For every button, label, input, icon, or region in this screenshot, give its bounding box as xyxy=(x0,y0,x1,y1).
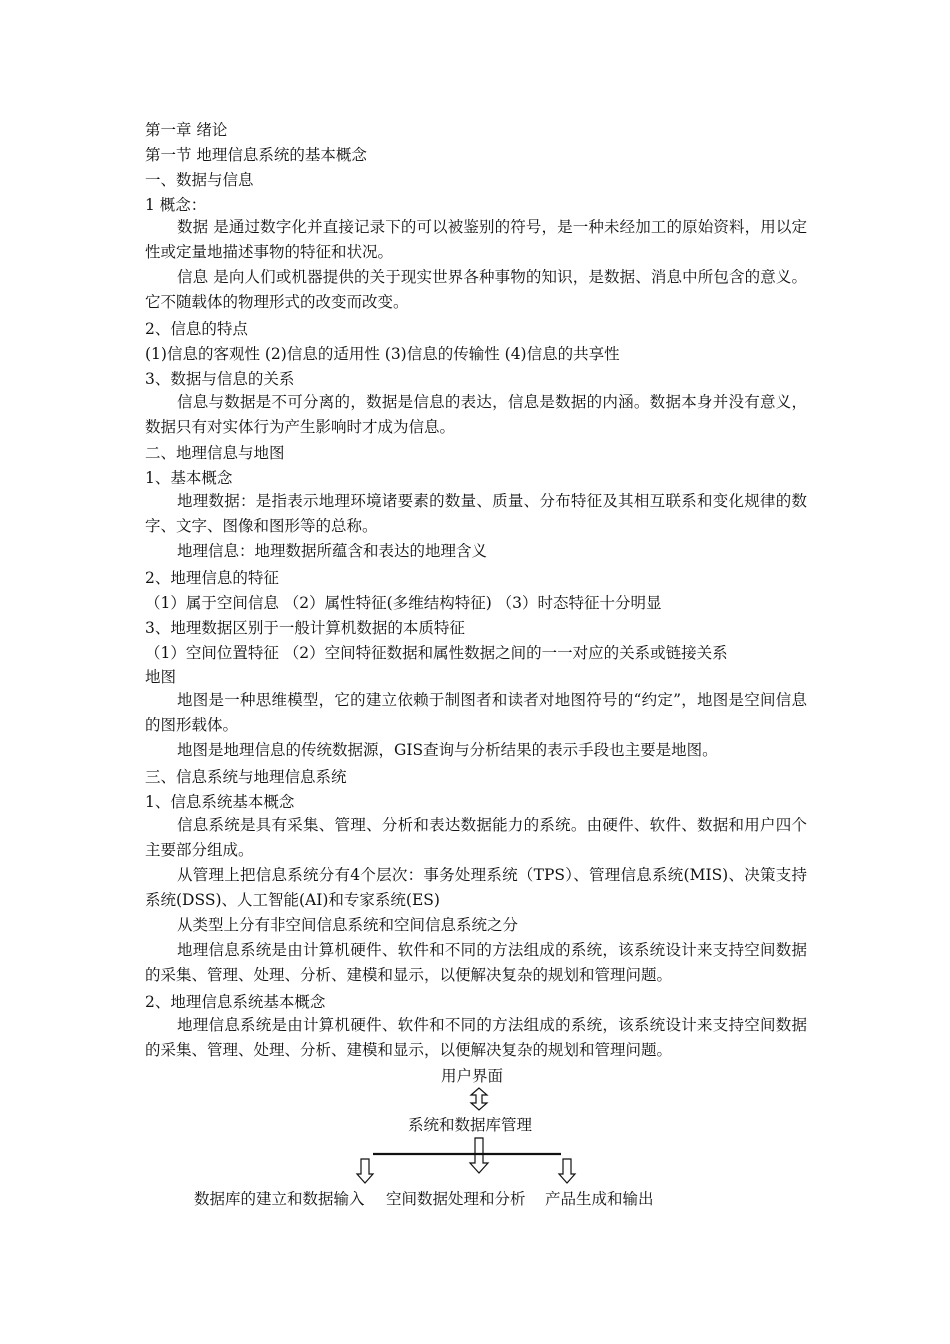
diagram-node-db-input: 数据库的建立和数据输入 xyxy=(194,1190,365,1208)
subheading-basic-concept: 1、基本概念 xyxy=(145,469,233,487)
diagram-node-user-interface: 用户界面 xyxy=(441,1067,504,1085)
paragraph-data-definition: 数据 是通过数字化并直接记录下的可以被鉴别的符号，是一种未经加工的原始资料，用以定性或定量地描述事物的特征和状况。 xyxy=(145,218,807,261)
diagram-node-product-output: 产品生成和输出 xyxy=(545,1190,654,1208)
subheading-info-features: 2、信息的特点 xyxy=(145,320,248,338)
diagram-node-system-db-management: 系统和数据库管理 xyxy=(408,1116,533,1134)
heading-info-systems: 三、信息系统与地理信息系统 xyxy=(145,768,347,786)
subheading-data-info-relation: 3、数据与信息的关系 xyxy=(145,370,295,388)
paragraph-geo-data: 地理数据：是指表示地理环境诸要素的数量、质量、分布特征及其相互联系和变化规律的数字、文字、图像和图形等的总称。 xyxy=(145,492,807,535)
paragraph-map-model: 地图是一种思维模型，它的建立依赖于制图者和读者对地图符号的“约定”，地图是空间信息的图形载体。 xyxy=(145,691,807,734)
subheading-map: 地图 xyxy=(145,668,177,686)
geo-info-features-list: （1）属于空间信息 （2）属性特征(多维结构特征) （3）时态特征十分明显 xyxy=(145,594,662,612)
heading-geo-info-map: 二、地理信息与地图 xyxy=(145,444,285,462)
section-title: 第一节 地理信息系统的基本概念 xyxy=(145,146,367,164)
heading-data-info: 一、数据与信息 xyxy=(145,171,254,189)
paragraph-relation: 信息与数据是不可分离的，数据是信息的表达，信息是数据的内涵。数据本身并没有意义，数据只有对实体行为产生影响时才成为信息。 xyxy=(145,393,807,436)
subheading-geo-data-features: 3、地理数据区别于一般计算机数据的本质特征 xyxy=(145,619,465,637)
subheading-gis-concept: 2、地理信息系统基本概念 xyxy=(145,993,326,1011)
subheading-geo-info-features: 2、地理信息的特征 xyxy=(145,569,279,587)
paragraph-info-definition: 信息 是向人们或机器提供的关于现实世界各种事物的知识，是数据、消息中所包含的意义。它不随载体的物理形式的改变而改变。 xyxy=(145,268,807,311)
subheading-concept: 1 概念： xyxy=(145,196,207,214)
double-arrow-icon xyxy=(471,1088,487,1110)
paragraph-gis-definition: 地理信息系统是由计算机硬件、软件和不同的方法组成的系统，该系统设计来支持空间数据的采集、管理、处理、分析、建模和显示，以便解决复杂的规划和管理问题。 xyxy=(145,941,807,984)
paragraph-map-source: 地图是地理信息的传统数据源，GIS查询与分析结果的表示手段也主要是地图。 xyxy=(177,741,718,759)
info-features-list: (1)信息的客观性 (2)信息的适用性 (3)信息的传输性 (4)信息的共享性 xyxy=(145,345,620,363)
down-arrow-icon-left xyxy=(357,1159,373,1183)
chapter-title: 第一章 绪论 xyxy=(145,121,228,139)
paragraph-info-system: 信息系统是具有采集、管理、分析和表达数据能力的系统。由硬件、软件、数据和用户四个主要部分组成。 xyxy=(145,816,807,859)
geo-data-features-list: （1）空间位置特征 （2）空间特征数据和属性数据之间的一一对应的关系或链接关系 xyxy=(145,644,728,662)
down-arrow-icon-center xyxy=(470,1138,488,1173)
down-arrow-icon-right xyxy=(559,1159,575,1183)
subheading-info-system-concept: 1、信息系统基本概念 xyxy=(145,793,295,811)
paragraph-management-levels: 从管理上把信息系统分有4个层次：事务处理系统（TPS）、管理信息系统(MIS)、决策支持系统(DSS)、人工智能(AI)和专家系统(ES) xyxy=(145,866,807,909)
paragraph-types: 从类型上分有非空间信息系统和空间信息系统之分 xyxy=(177,916,519,934)
diagram-node-spatial-analysis: 空间数据处理和分析 xyxy=(386,1190,526,1208)
paragraph-gis-definition-2: 地理信息系统是由计算机硬件、软件和不同的方法组成的系统，该系统设计来支持空间数据的采集、管理、处理、分析、建模和显示，以便解决复杂的规划和管理问题。 xyxy=(145,1016,807,1059)
paragraph-geo-info: 地理信息：地理数据所蕴含和表达的地理含义 xyxy=(177,542,488,560)
